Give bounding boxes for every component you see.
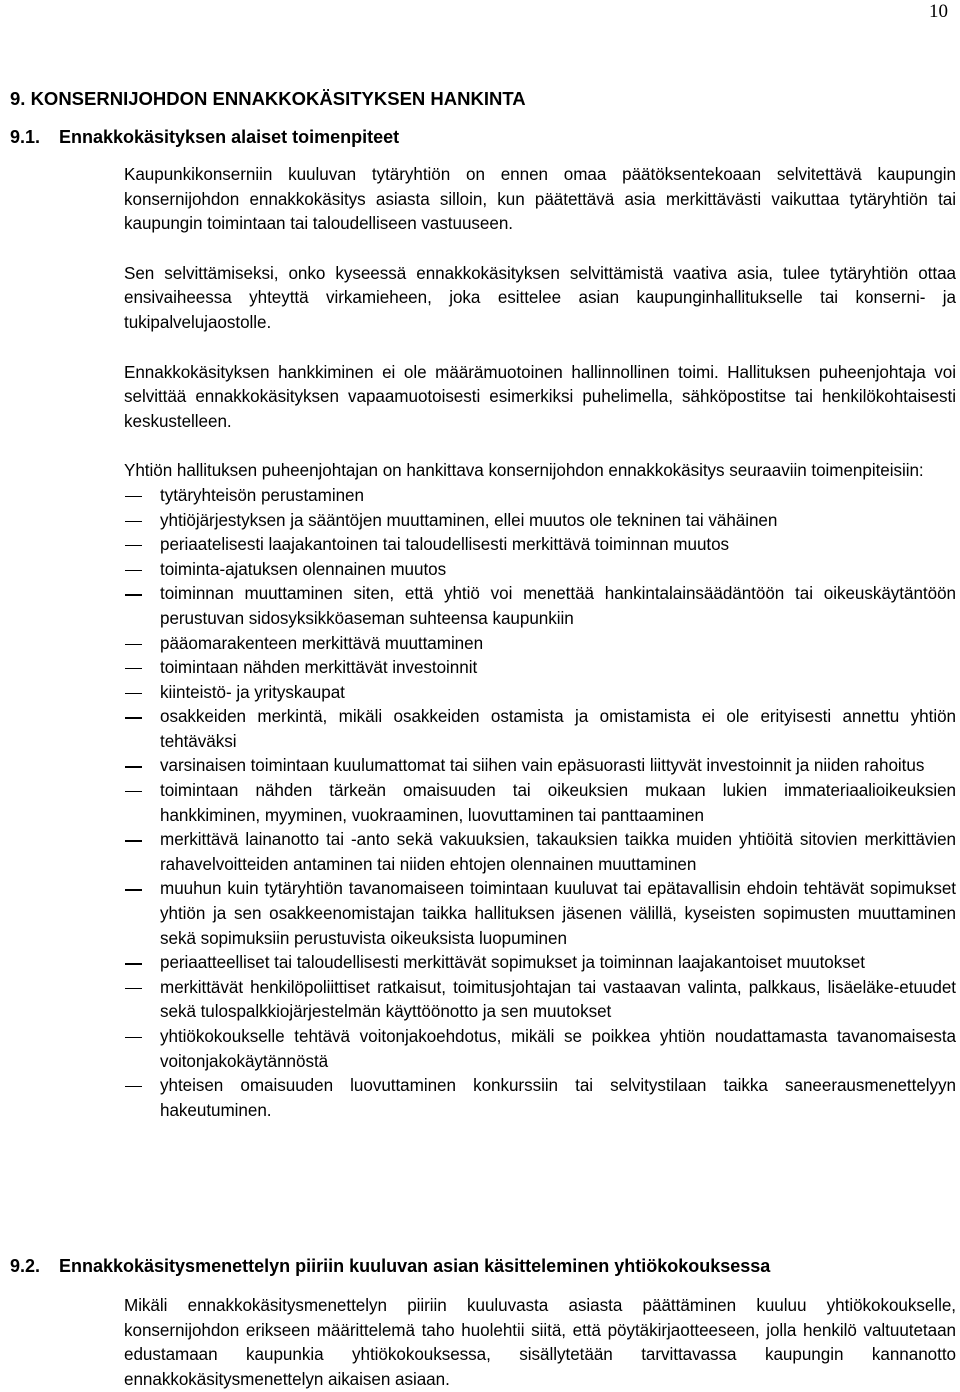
list-item: periaatelisesti laajakantoinen tai taloudellisesti merkittävä toiminnan muutos [124, 533, 956, 558]
list-item: pääomarakenteen merkittävä muuttaminen [124, 632, 956, 657]
section-heading-9-1 [10, 125, 399, 149]
list-item: muuhun kuin tytäryhtiön tavanomaiseen toimintaan kuuluvat tai epätavallisin ehdoin tehtävät sopimukset yhtiön ja sen osakkeenomistajan taikka hallituksen jäsenen välillä, kyseisten sopimusten muuttaminen sekä sopimuksiin perustuvista oikeuksista luopuminen [124, 877, 956, 951]
list-item: yhtiökokoukselle tehtävä voitonjakoehdotus, mikäli se poikkea yhtiön noudattamasta tavanomaisesta voitonjakokäytännöstä [124, 1025, 956, 1074]
chapter-heading: 9. KONSERNIJOHDON ENNAKKOKÄSITYKSEN HANKINTA [10, 88, 526, 109]
paragraph: Kaupunkikonserniin kuuluvan tytäryhtiön on ennen omaa päätöksentekoaan selvitettävä kaupungin konsernijohdon ennakkokäsitys asiasta silloin, kun päätettävä asia merkittävästi vaikuttaa tytäryhtiön tai kaupungin toimintaan tai taloudelliseen vastuuseen. [124, 165, 956, 234]
list-item: merkittävät henkilöpoliittiset ratkaisut, toimitusjohtajan tai vastaavan valinta, palkkaus, lisäeläke-etuudet sekä tulospalkkiojärjestelmän käyttöönotto ja sen muutokset [124, 976, 956, 1025]
section-title: Ennakkokäsitysmenettelyn piiriin kuuluvan asian käsitteleminen yhtiökokouksessa [59, 1256, 771, 1276]
paragraph: Ennakkokäsityksen hankkiminen ei ole määrämuotoinen hallinnollinen toimi. Hallituksen puheenjohtaja voi selvittää ennakkokäsityksen vapaamuotoisesti esimerkiksi puhelimella, sähköpostitse tai henkilökohtaisesti keskustelleen. [124, 362, 956, 431]
list-item: merkittävä lainanotto tai -anto sekä vakuuksien, takauksien taikka muiden yhtiöitä sitovien merkittävien rahavelvoitteiden antaminen tai niiden ehtojen olennainen muuttaminen [124, 828, 956, 877]
section-9-2-body [124, 1294, 956, 1392]
section-number: 9.1. [10, 127, 41, 147]
paragraph: Sen selvittämiseksi, onko kyseessä ennakkokäsityksen selvittämistä vaativa asia, tulee tytäryhtiön ottaa ensivaiheessa yhteyttä virkamieheen, joka esittelee asian kaupunginhallitukselle tai konserni- ja tukipalvelujaostolle. [124, 263, 956, 332]
list-item: yhteisen omaisuuden luovuttaminen konkurssiin tai selvitystilaan taikka saneerausmenettelyyn hakeutuminen. [124, 1074, 956, 1123]
list-intro: Yhtiön hallituksen puheenjohtajan on hankittava konsernijohdon ennakkokäsitys seuraaviin toimenpiteisiin: [124, 461, 924, 481]
page-number: 10 [929, 1, 948, 22]
section-number: 9.2. [10, 1256, 41, 1276]
paragraph: Mikäli ennakkokäsitysmenettelyn piiriin kuuluvasta asiasta päättäminen kuuluu yhtiökokoukselle, konsernijohdon erikseen määrittelemä taho huolehtii siitä, että pöytäkirjaotteeseen, jolla henkilö valtuutetaan edustamaan kaupunkia yhtiökokouksessa, sisällytetään tarvittavassa kaupungin kannanotto ennakkokäsitysmenettelyn aikaisen asiaan. [124, 1296, 956, 1389]
measures-list [124, 484, 956, 1123]
list-item: yhtiöjärjestyksen ja sääntöjen muuttaminen, ellei muutos ole tekninen tai vähäinen [124, 509, 956, 534]
list-item: toiminta-ajatuksen olennainen muutos [124, 558, 956, 583]
list-item: toiminnan muuttaminen siten, että yhtiö voi menettää hankintalainsäädäntöön tai oikeuskäytäntöön perustuvan sidosyksikköaseman suhteensa kaupunkiin [124, 582, 956, 631]
list-item: osakkeiden merkintä, mikäli osakkeiden ostamista ja omistamista ei ole erityisesti annettu yhtiön tehtäväksi [124, 705, 956, 754]
section-title: Ennakkokäsityksen alaiset toimenpiteet [59, 127, 400, 147]
list-item: kiinteistö- ja yrityskaupat [124, 681, 956, 706]
list-item: periaatteelliset tai taloudellisesti merkittävät sopimukset ja toiminnan laajakantoiset muutokset [124, 951, 956, 976]
list-item: toimintaan nähden merkittävät investoinnit [124, 656, 956, 681]
list-item: varsinaisen toimintaan kuulumattomat tai siihen vain epäsuorasti liittyvät investoinnit ja niiden rahoitus [124, 754, 956, 779]
list-item: tytäryhteisön perustaminen [124, 484, 956, 509]
section-9-1-body [124, 163, 956, 1123]
list-item: toimintaan nähden tärkeän omaisuuden tai oikeuksien mukaan lukien immateriaalioikeuksien hankkiminen, myyminen, vuokraaminen, luovuttaminen tai panttaaminen [124, 779, 956, 828]
section-heading-9-2 [10, 1254, 770, 1278]
